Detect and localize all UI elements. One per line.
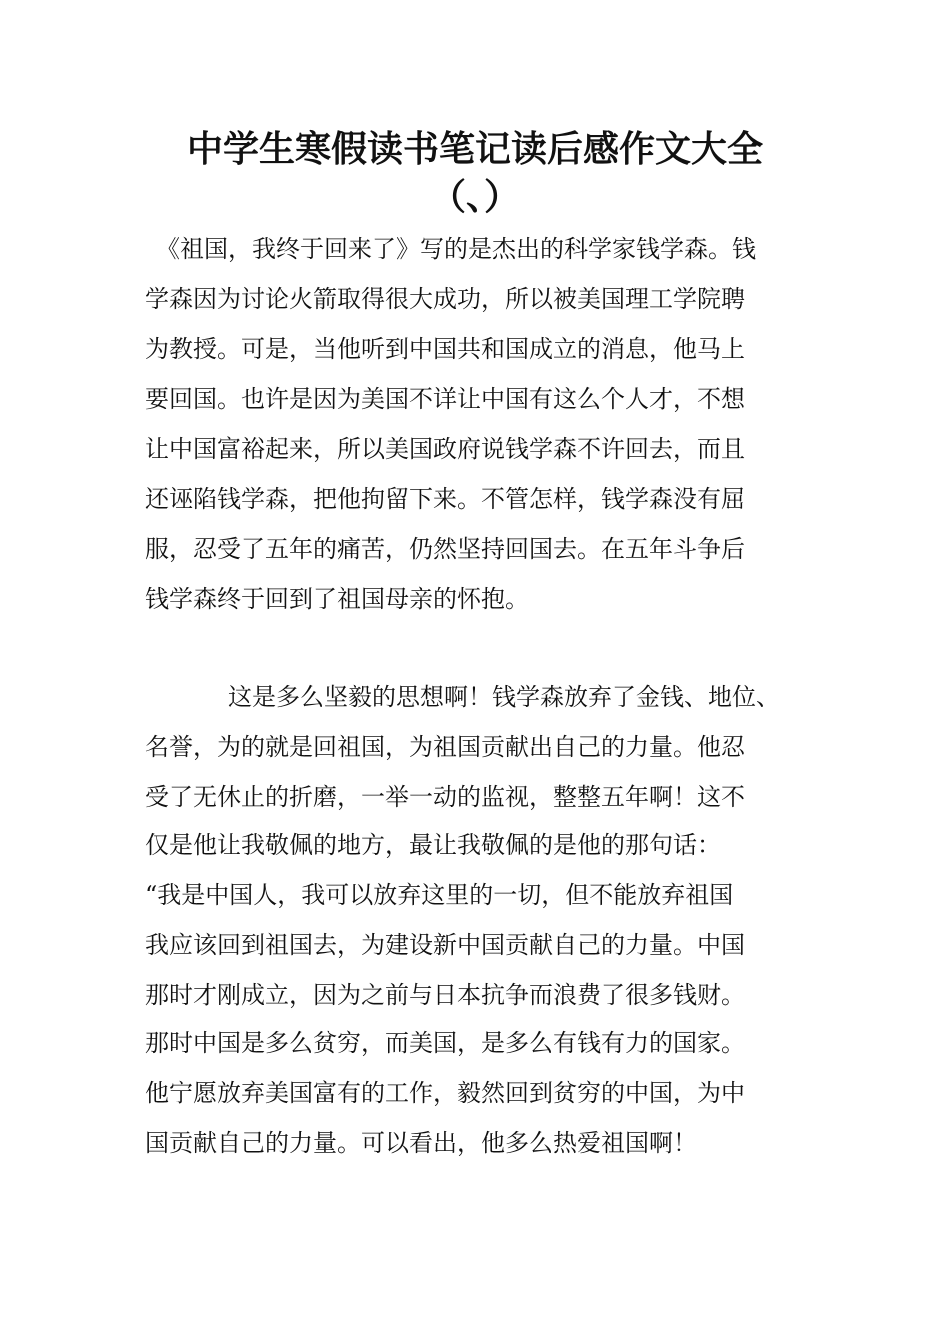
paragraph-line: 《祖国，我终于回来了》写的是杰出的科学家钱学森。钱	[156, 235, 756, 263]
paragraph-line: 服，忍受了五年的痛苦，仍然坚持回国去。在五年斗争后	[145, 535, 745, 563]
paragraph-line: 受了无休止的折磨，一举一动的监视，整整五年啊！这不	[145, 783, 745, 811]
paragraph-line: 我应该回到祖国去，为建设新中国贡献自己的力量。中国	[145, 931, 745, 959]
document-title: 中学生寒假读书笔记读后感作文大全	[186, 129, 763, 170]
paragraph-line: 那时中国是多么贫穷，而美国，是多么有钱有力的国家。	[145, 1029, 745, 1057]
paragraph-line: 仅是他让我敬佩的地方，最让我敬佩的是他的那句话：	[145, 831, 721, 859]
paragraph-line: 他宁愿放弃美国富有的工作，毅然回到贫穷的中国，为中	[145, 1079, 745, 1107]
paragraph-line: 还诬陷钱学森，把他拘留下来。不管怎样，钱学森没有屈	[145, 485, 745, 513]
paragraph-line: 国贡献自己的力量。可以看出，他多么热爱祖国啊！	[145, 1129, 697, 1157]
document-title-suffix: （、）	[429, 177, 520, 218]
paragraph-line: 让中国富裕起来，所以美国政府说钱学森不许回去，而且	[145, 435, 745, 463]
paragraph-line: 要回国。也许是因为美国不详让中国有这么个人才，不想	[145, 385, 745, 413]
paragraph-line: 这是多么坚毅的思想啊！钱学森放弃了金钱、地位、	[228, 683, 780, 711]
paragraph-line: “我是中国人，我可以放弃这里的一切，但不能放弃祖国	[145, 881, 734, 909]
paragraph-line: 那时才刚成立，因为之前与日本抗争而浪费了很多钱财。	[145, 981, 745, 1009]
paragraph-line: 为教授。可是，当他听到中国共和国成立的消息，他马上	[145, 335, 745, 363]
paragraph-line: 学森因为讨论火箭取得很大成功，所以被美国理工学院聘	[145, 285, 745, 313]
paragraph-line: 名誉，为的就是回祖国，为祖国贡献出自己的力量。他忍	[145, 733, 745, 761]
paragraph-line: 钱学森终于回到了祖国母亲的怀抱。	[145, 585, 529, 613]
